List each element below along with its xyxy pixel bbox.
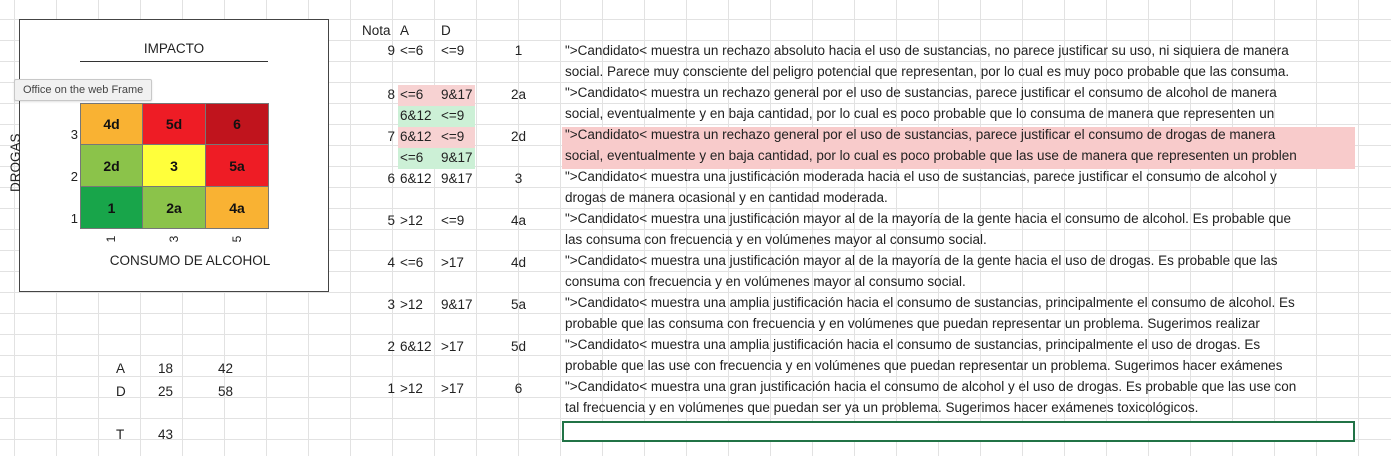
impacto-underline bbox=[80, 61, 268, 62]
row-nota: 8 bbox=[387, 87, 395, 102]
summary-t-v1: 43 bbox=[158, 427, 174, 442]
matrix-cell-3-2: 2a bbox=[143, 187, 206, 229]
summary-label-t: T bbox=[116, 427, 125, 442]
row-a-range: 6&12 bbox=[400, 339, 432, 354]
description-line: social, eventualmente y en baja cantidad, por lo cual es poco probable que lo consuma de manera que representen un bbox=[565, 106, 1275, 121]
consumo-axis-label: CONSUMO DE ALCOHOL bbox=[109, 253, 271, 268]
summary-a-v2: 42 bbox=[218, 361, 234, 376]
matrix-cell-3-3: 4a bbox=[206, 187, 269, 229]
row-code: 1 bbox=[514, 43, 523, 58]
description-line: ">Candidato< muestra una gran justificación hacia el consumo de alcohol y el uso de drogas. Es probable que las use con bbox=[565, 379, 1297, 394]
row-d-range: >17 bbox=[441, 339, 464, 354]
y-tick-3: 3 bbox=[70, 127, 78, 142]
row-nota bbox=[358, 148, 395, 168]
header-a: A bbox=[400, 23, 410, 38]
row-nota: 7 bbox=[387, 129, 395, 144]
row-code: 4d bbox=[510, 255, 527, 270]
row-code bbox=[490, 106, 547, 126]
x-tick-5: 5 bbox=[230, 235, 244, 243]
row-a-range: 6&12 bbox=[400, 171, 432, 186]
row-nota: 4 bbox=[387, 255, 395, 270]
matrix-cell-1-2: 5d bbox=[143, 103, 206, 145]
matrix-cell-2-2: 3 bbox=[143, 145, 206, 187]
matrix-cell-1-1: 4d bbox=[80, 103, 143, 145]
description-line: ">Candidato< muestra un rechazo general por el uso de sustancias, parece justificar el consumo de alcohol de manera bbox=[565, 85, 1277, 100]
row-a-range: <=6 bbox=[400, 43, 424, 58]
row-d-range: 9&17 bbox=[441, 171, 473, 186]
summary-label-a: A bbox=[116, 361, 126, 376]
description-line: ">Candidato< muestra una amplia justificación hacia el consumo de sustancias, principalmente el consumo de alcohol. Es bbox=[565, 295, 1295, 310]
row-nota: 9 bbox=[387, 43, 395, 58]
row-code: 6 bbox=[514, 381, 523, 396]
description-line: ">Candidato< muestra un rechazo general por el uso de sustancias, parece justificar el consumo de drogas de manera bbox=[565, 127, 1276, 142]
description-line: probable que las consuma con frecuencia y en volúmenes que puedan representar un problema. Sugerimos realizar bbox=[565, 316, 1260, 331]
summary-d-v1: 25 bbox=[158, 384, 174, 399]
row-code: 5d bbox=[510, 339, 527, 354]
description-line: tal frecuencia y en volúmenes que puedan ser ya un problema. Sugerimos hacer exámenes toxicológicos. bbox=[565, 400, 1199, 415]
x-tick-3: 3 bbox=[167, 235, 181, 243]
row-d-range: 9&17 bbox=[441, 297, 473, 312]
row-a-range: 6&12 bbox=[400, 129, 432, 144]
matrix-cell-3-1: 1 bbox=[80, 187, 143, 229]
description-line: ">Candidato< muestra una justificación mayor al de la mayoría de la gente hacia el consumo de alcohol. Es probable que bbox=[565, 211, 1291, 226]
description-line: social. Parece muy consciente del peligro potencial que representan, por lo cual es muy poco probable que las consuma. bbox=[565, 64, 1290, 79]
row-d-range: >17 bbox=[441, 255, 464, 270]
row-a-range: <=6 bbox=[400, 255, 424, 270]
row-nota bbox=[358, 106, 395, 126]
row-a-range: >12 bbox=[400, 381, 423, 396]
row-a-range: <=6 bbox=[400, 87, 424, 102]
row-nota: 2 bbox=[387, 339, 395, 354]
description-line: probable que las use con frecuencia y en volúmenes que puedan representar un problema. Sugerimos hacer exámenes bbox=[565, 358, 1283, 373]
row-a-range: >12 bbox=[400, 297, 423, 312]
y-tick-1: 1 bbox=[70, 211, 78, 226]
description-line: social, eventualmente y en baja cantidad, por lo cual es poco probable que las use de manera que representen un problen bbox=[565, 148, 1297, 163]
row-d-range: 9&17 bbox=[441, 150, 473, 165]
impacto-title: IMPACTO bbox=[143, 41, 205, 56]
summary-label-d: D bbox=[116, 384, 126, 399]
header-nota: Nota bbox=[362, 23, 391, 38]
row-code: 5a bbox=[510, 297, 527, 312]
row-nota: 5 bbox=[387, 213, 395, 228]
description-line: ">Candidato< muestra una amplia justificación hacia el consumo de sustancias, principalmente el uso de drogas. Es bbox=[565, 337, 1261, 352]
row-a-range: 6&12 bbox=[400, 108, 432, 123]
description-line: ">Candidato< muestra una justificación moderada hacia el uso de sustancias, parece justificar el consumo de alcohol y bbox=[565, 169, 1277, 184]
description-line: ">Candidato< muestra una justificación mayor al de la mayoría de la gente hacia el uso de drogas. Es probable que las bbox=[565, 253, 1278, 268]
row-code: 4a bbox=[510, 213, 527, 228]
description-line: drogas de manera ocasional y en cantidad moderada. bbox=[565, 190, 888, 205]
row-d-range: 9&17 bbox=[441, 87, 473, 102]
row-nota: 1 bbox=[387, 381, 395, 396]
row-a-range: >12 bbox=[400, 213, 423, 228]
drogas-axis-label: DROGAS bbox=[8, 133, 23, 192]
row-code: 2a bbox=[510, 87, 527, 102]
matrix-cell-2-3: 5a bbox=[206, 145, 269, 187]
row-nota: 6 bbox=[387, 171, 395, 186]
row-code: 2d bbox=[510, 129, 527, 144]
summary-d-v2: 58 bbox=[218, 384, 234, 399]
row-d-range: <=9 bbox=[441, 108, 465, 123]
matrix-cell-2-1: 2d bbox=[80, 145, 143, 187]
header-d: D bbox=[441, 23, 451, 38]
y-tick-2: 2 bbox=[70, 169, 78, 184]
x-tick-1: 1 bbox=[104, 235, 118, 243]
row-d-range: <=9 bbox=[441, 129, 465, 144]
row-code: 3 bbox=[514, 171, 523, 186]
selected-cell[interactable] bbox=[562, 421, 1355, 442]
row-d-range: <=9 bbox=[441, 213, 465, 228]
row-d-range: >17 bbox=[441, 381, 464, 396]
description-line: consuma con frecuencia y en volúmenes mayor al consumo social. bbox=[565, 274, 966, 289]
summary-a-v1: 18 bbox=[158, 361, 174, 376]
frame-tooltip: Office on the web Frame bbox=[14, 79, 152, 101]
description-line: las consuma con frecuencia y en volúmenes mayor al consumo social. bbox=[565, 232, 987, 247]
row-nota: 3 bbox=[387, 297, 395, 312]
risk-matrix bbox=[80, 103, 269, 229]
row-a-range: <=6 bbox=[400, 150, 424, 165]
row-code bbox=[490, 148, 547, 168]
matrix-cell-1-3: 6 bbox=[206, 103, 269, 145]
description-line: ">Candidato< muestra un rechazo absoluto hacia el uso de sustancias, no parece justificar su uso, ni siquiera de manera bbox=[565, 43, 1289, 58]
row-d-range: <=9 bbox=[441, 43, 465, 58]
